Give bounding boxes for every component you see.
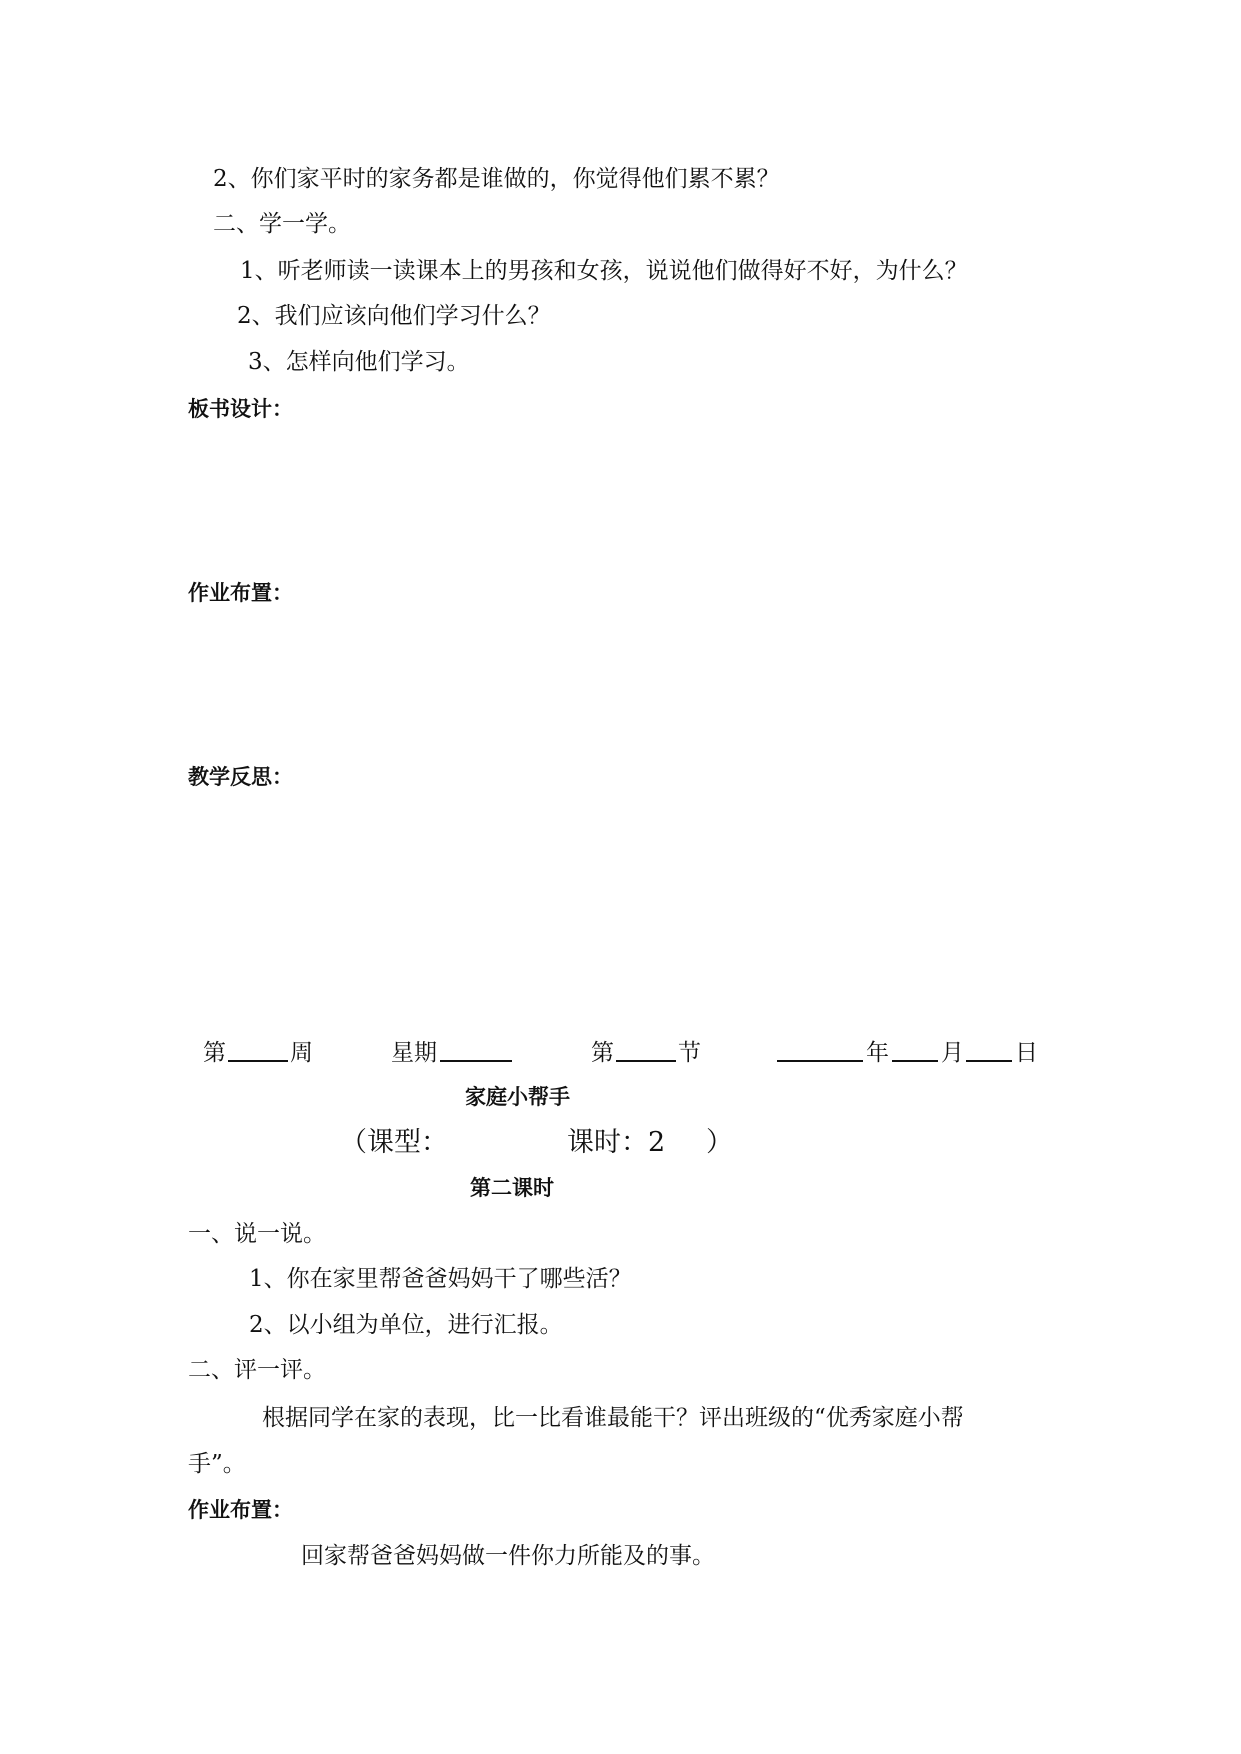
month-blank: [892, 1038, 938, 1070]
year-suffix: 年: [866, 1040, 889, 1066]
question-2: 2、你们家平时的家务都是谁做的，你觉得他们累不累？: [213, 166, 780, 192]
day-blank: [966, 1038, 1012, 1070]
lesson-subtitle: 第二课时: [470, 1176, 554, 1200]
reflection-label: 教学反思：: [188, 765, 293, 789]
lesson-close: ）: [706, 1127, 733, 1158]
section-2-heading: 二、学一学。: [213, 211, 351, 237]
weekday-blank: [440, 1038, 512, 1070]
year-blank: [777, 1038, 863, 1070]
list-item: 2、我们应该向他们学习什么？: [237, 303, 551, 329]
lesson-hours: 课时：2: [567, 1127, 666, 1158]
section-1-heading: 一、说一说。: [188, 1221, 326, 1247]
period-blank: [616, 1038, 676, 1070]
day-suffix: 日: [1015, 1040, 1038, 1066]
evaluate-text: 根据同学在家的表现，比一比看谁最能干？评出班级的“优秀家庭小帮: [262, 1405, 964, 1431]
lesson-type: （课型：: [340, 1127, 448, 1158]
weekday-prefix: 星期: [391, 1040, 437, 1066]
list-item: 1、你在家里帮爸爸妈妈干了哪些活？: [249, 1266, 632, 1292]
week-blank: [228, 1038, 288, 1070]
period-suffix: 节: [678, 1040, 701, 1066]
lesson-title: 家庭小帮手: [465, 1085, 570, 1109]
period-prefix: 第: [591, 1040, 614, 1066]
evaluate-text-cont: 手”。: [188, 1451, 246, 1477]
week-suffix: 周: [290, 1040, 313, 1066]
list-item: 3、怎样向他们学习。: [248, 349, 470, 375]
list-item: 2、以小组为单位，进行汇报。: [249, 1312, 563, 1338]
homework-label: 作业布置：: [188, 581, 293, 605]
homework-text: 回家帮爸爸妈妈做一件你力所能及的事。: [301, 1543, 715, 1569]
week-prefix: 第: [203, 1040, 226, 1066]
month-suffix: 月: [941, 1040, 964, 1066]
board-design-label: 板书设计：: [188, 397, 293, 421]
section-2-heading: 二、评一评。: [188, 1357, 326, 1383]
list-item: 1、听老师读一读课本上的男孩和女孩，说说他们做得好不好，为什么？: [240, 258, 968, 284]
homework-label: 作业布置：: [188, 1498, 293, 1522]
